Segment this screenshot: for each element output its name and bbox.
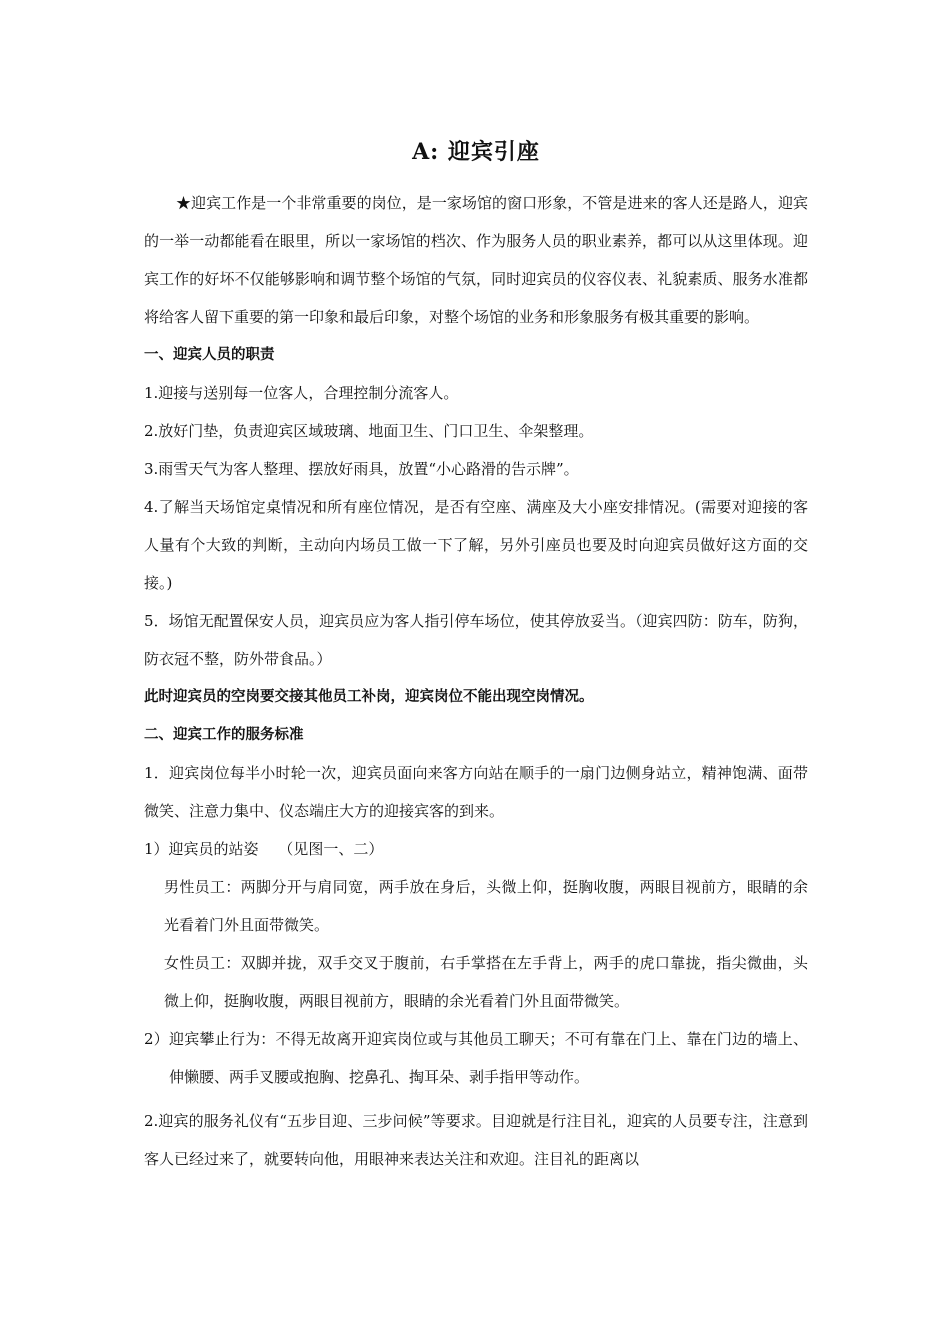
document-title: A: 迎宾引座 <box>412 139 540 165</box>
list-item: 1．迎宾岗位每半小时轮一次，迎宾员面向来客方向站在顺手的一扇门边侧身站立，精神饱满、面带微笑、注意力集中、仪态端庄大方的迎接宾客的到来。 <box>144 764 808 820</box>
section1-heading: 一、迎宾人员的职责 <box>144 347 275 363</box>
list-item: 4.了解当天场馆定桌情况和所有座位情况，是否有空座、满座及大小座安排情况。(需要对迎接的客人量有个大致的判断，主动向内场员工做一下了解，另外引座员也要及时向迎宾员做好这方面的交接。) <box>144 498 808 592</box>
male-posture: 男性员工：两脚分开与肩同宽，两手放在身后，头微上仰，挺胸收腹，两眼目视前方，眼睛的余光看着门外且面带微笑。 <box>164 878 808 934</box>
list-item: 1.迎接与送别每一位客人，合理控制分流客人。 <box>144 384 459 402</box>
intro-paragraph: ★迎宾工作是一个非常重要的岗位，是一家场馆的窗口形象，不管是进来的客人还是路人，迎宾的一举一动都能看在眼里，所以一家场馆的档次、作为服务人员的职业素养，都可以从这里体现。迎宾工作的好坏不仅能够影响和调节整个场馆的气氛，同时迎宾员的仪容仪表、礼貌素质、服务水准都将给客人留下重要的第一印象和最后印象，对整个场馆的业务和形象服务有极其重要的影响。 <box>144 194 808 326</box>
section1-note: 此时迎宾员的空岗要交接其他员工补岗，迎宾岗位不能出现空岗情况。 <box>144 689 594 705</box>
list-item: 2.迎宾的服务礼仪有“五步目迎、三步问候”等要求。目迎就是行注目礼，迎宾的人员要专注，注意到客人已经过来了，就要转向他，用眼神来表达关注和欢迎。注目礼的距离以 <box>144 1112 808 1168</box>
document-page <box>144 132 808 1178</box>
sub-item-title: 1）迎宾员的站姿 （见图一、二） <box>144 840 384 858</box>
female-posture: 女性员工：双脚并拢，双手交叉于腹前，右手掌搭在左手背上，两手的虎口靠拢，指尖微曲，头微上仰，挺胸收腹，两眼目视前方，眼睛的余光看着门外且面带微笑。 <box>164 954 808 1010</box>
list-item: 2.放好门垫，负责迎宾区域玻璃、地面卫生、门口卫生、伞架整理。 <box>144 422 594 440</box>
list-item: 5．场馆无配置保安人员，迎宾员应为客人指引停车场位，使其停放妥当。（迎宾四防：防车，防狗，防衣冠不整，防外带食品。） <box>144 612 808 668</box>
sub-item-behavior: 2）迎宾攀止行为：不得无故离开迎宾岗位或与其他员工聊天；不可有靠在门上、靠在门边的墙上、伸懒腰、两手叉腰或抱胸、挖鼻孔、掏耳朵、剥手指甲等动作。 <box>144 1030 808 1086</box>
section2-heading: 二、迎宾工作的服务标准 <box>144 727 304 743</box>
list-item: 3.雨雪天气为客人整理、摆放好雨具，放置“小心路滑的告示牌”。 <box>144 460 579 478</box>
